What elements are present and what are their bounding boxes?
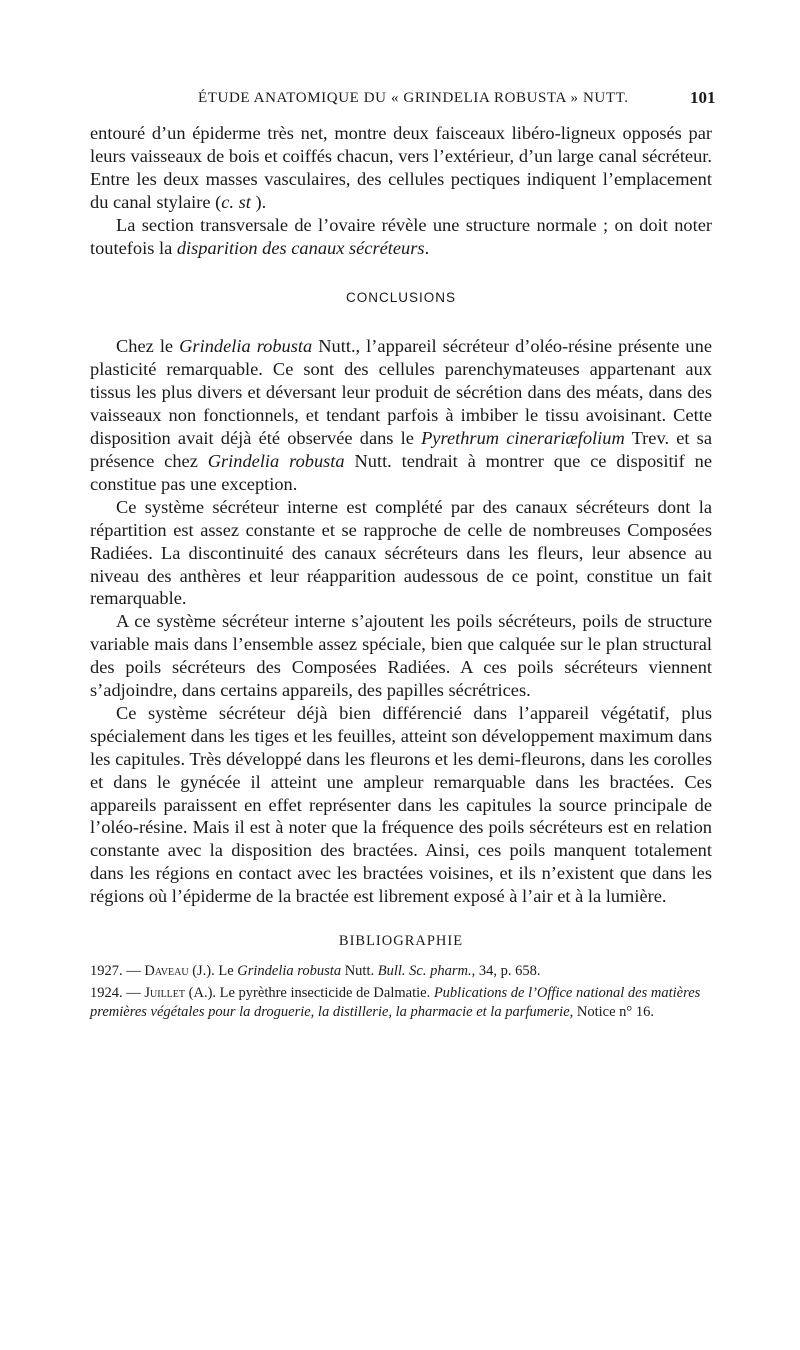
paragraph-ovary-continued: entouré d’un épiderme très net, montre deux faisceaux libéro-ligneux opposés par leurs vaisseaux de bois et coiffés chacun, vers l’extérieur, d’un large canal sécréteur. Entre les deux masses vasculaires, des cellules pectiques indiquent l’emplacement du canal stylaire (c. st ). xyxy=(90,123,712,212)
paragraph-conclusion-4: Ce système sécréteur déjà bien différencié dans l’appareil végétatif, plus spécialement dans les tiges et les feuilles, atteint son développement maximum dans les capitules. Très développé dans les fleurons et les demi-fleurons, dans les corolles et dans le gynécée il atteint une ampleur remarquable dans les bractées. Ces appareils paraissent en effet représenter dans les capitules la source principale de l’oléo-résine. Mais il est à noter que la fréquence des poils sécréteurs est en relation constante avec la disposition des bractées. Ainsi, ces poils manquent totalement dans les régions en contact avec les bractées voisines, et ils n’existent que dans les régions où l’épiderme de la bractée est librement exposé à l’air et à la lumière. xyxy=(90,702,712,907)
bibliography-list xyxy=(90,962,712,1023)
paragraph-ovary-section: La section transversale de l’ovaire révèle une structure normale ; on doit noter toutefois la disparition des canaux sécréteurs. xyxy=(90,214,712,258)
bibliography-heading: BIBLIOGRAPHIE xyxy=(338,933,464,950)
bibliography-entry: 1924. — Juillet (A.). Le pyrèthre insecticide de Dalmatie. Publications de l’Office national des matières premières végétales pour la droguerie, la distillerie, la pharmacie et la parfumerie, Notice n° 16. xyxy=(90,984,701,1021)
bibliography-entry: 1927. — Daveau (J.). Le Grindelia robusta Nutt. Bull. Sc. pharm., 34, p. 658. xyxy=(90,963,541,980)
page-number: 101 xyxy=(690,88,716,107)
running-header: ÉTUDE ANATOMIQUE DU « GRINDELIA ROBUSTA » NUTT. xyxy=(198,90,629,106)
paragraph-conclusion-2: Ce système sécréteur interne est complété par des canaux sécréteurs dont la répartition est assez constante et se rapproche de celle de nombreuses Composées Radiées. La discontinuité des canaux sécréteurs dans les fleurs, leur absence au niveau des anthères et leur réapparition audessous de ce point, constitue un fait remarquable. xyxy=(90,496,712,609)
body-text xyxy=(90,122,712,1025)
paragraph-conclusion-3: A ce système sécréteur interne s’ajoutent les poils sécréteurs, poils de structure variable mais dans l’ensemble assez spéciale, bien que calquée sur le plan structural des poils sécréteurs des Composées Radiées. A ces poils sécréteurs viennent s’adjoindre, dans certains appareils, des papilles sécrétrices. xyxy=(90,611,712,701)
paragraph-conclusion-1: Chez le Grindelia robusta Nutt., l’appareil sécréteur d’oléo-résine présente une plasticité remarquable. Ce sont des cellules parenchymateuses appartenant aux tissus les plus divers et déversant leur produit de sécrétion dans des méats, dans des vaisseaux non fonctionnels, et tendant parfois à imbiber le tissu avoisinant. Cette disposition avait déjà été observée dans le Pyrethrum cinerariæfolium Trev. et sa présence chez Grindelia robusta Nutt. tendrait à montrer que ce dispositif ne constitue pas une exception. xyxy=(90,336,713,494)
conclusions-heading: CONCLUSIONS xyxy=(345,290,456,306)
